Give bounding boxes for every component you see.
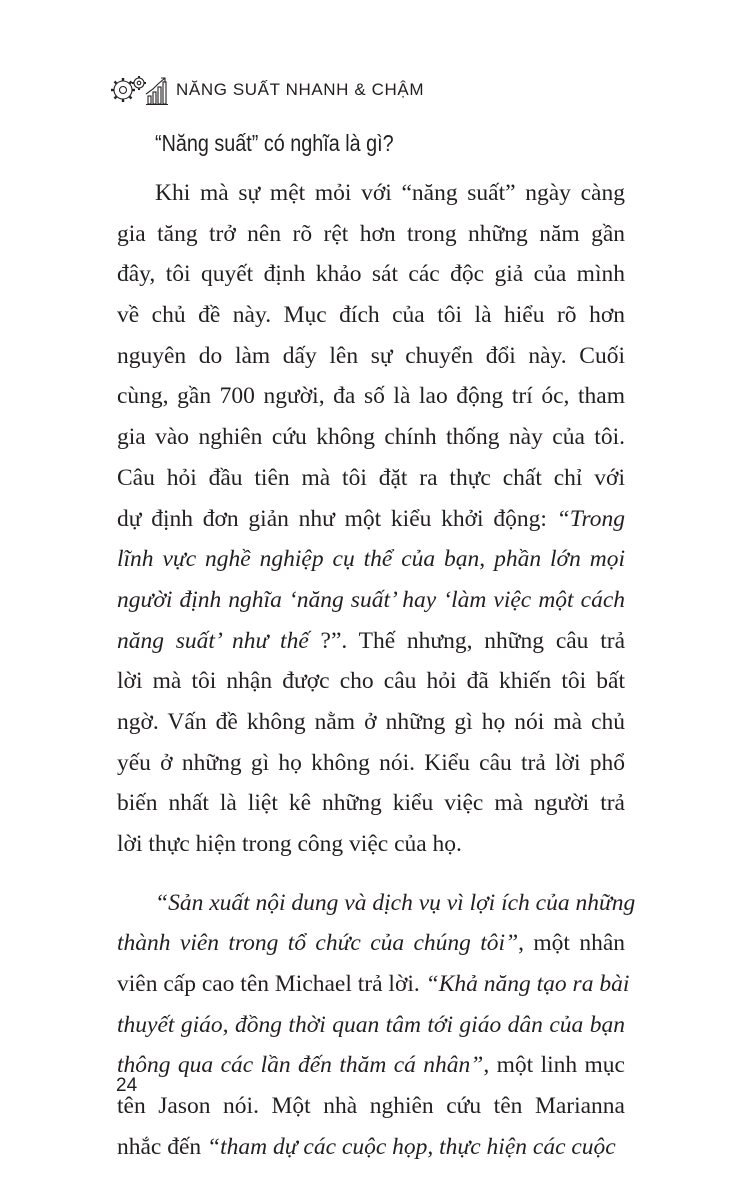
- text-segment: lời mà tôi nhận được cho câu hỏi đã khiến tôi bất: [117, 668, 625, 695]
- text-segment: gia vào nghiên cứu không chính thống này của tôi.: [117, 424, 625, 451]
- text-line: [117, 417, 625, 458]
- text-line: [117, 1086, 625, 1127]
- text-segment: nhắc đến: [117, 1133, 208, 1160]
- text-segment: , một nhân: [518, 930, 625, 957]
- gears-and-chart-icon: [108, 70, 168, 110]
- text-line: [117, 964, 630, 1005]
- text-line: [117, 783, 625, 824]
- text-segment: về chủ đề này. Mục đích của tôi là hiểu rõ hơn: [117, 302, 625, 329]
- text-segment: yếu ở những gì họ không nói. Kiểu câu trả lời phổ: [117, 749, 625, 776]
- text-segment: dự định đơn giản như một kiểu khởi động:: [117, 505, 557, 532]
- text-segment: nguyên do làm dấy lên sự chuyển đổi này. Cuối: [117, 342, 625, 369]
- text-segment: đây, tôi quyết định khảo sát các độc giả của mình: [117, 261, 625, 288]
- text-line: [117, 621, 625, 662]
- italic-text-segment: “tham dự các cuộc họp, thực hiện các cuộc: [207, 1133, 616, 1160]
- text-line: [117, 376, 625, 417]
- italic-text-segment: thành viên trong tổ chức của chúng tôi”: [117, 930, 519, 957]
- text-line: [117, 295, 625, 336]
- running-header-title: NĂNG SUẤT NHANH & CHẬM: [176, 80, 425, 99]
- running-header: [108, 70, 424, 110]
- text-line: [117, 539, 625, 580]
- text-line: [117, 883, 636, 924]
- text-segment: tên Jason nói. Một nhà nghiên cứu tên Marianna: [117, 1093, 625, 1120]
- text-line: [117, 458, 625, 499]
- italic-text-segment: năng suất’ như thế: [117, 627, 309, 654]
- text-segment: biến nhất là liệt kê những kiểu việc mà người trả: [117, 790, 625, 817]
- italic-text-segment: thuyết giáo, đồng thời quan tâm tới giáo dân của bạn: [117, 1011, 625, 1038]
- text-line: [117, 1005, 625, 1046]
- page-number: 24: [116, 1075, 138, 1096]
- text-line: [117, 173, 625, 214]
- italic-text-segment: “Khả năng tạo ra bài: [425, 971, 630, 998]
- text-line: [117, 214, 625, 255]
- text-segment: ?”. Thế nhưng, những câu trả: [308, 627, 625, 654]
- text-line: [117, 580, 625, 621]
- italic-text-segment: thông qua các lần đến thăm cá nhân”: [117, 1052, 484, 1079]
- text-line: [117, 1045, 625, 1086]
- section-heading: “Năng suất” có nghĩa là gì?: [155, 130, 394, 156]
- text-segment: ngờ. Vấn đề không nằm ở những gì họ nói mà chủ: [117, 708, 625, 735]
- text-line: [117, 1127, 625, 1168]
- text-line: [117, 661, 625, 702]
- text-line: [117, 824, 625, 865]
- text-segment: gia tăng trở nên rõ rệt hơn trong những năm gần: [117, 220, 625, 247]
- text-line: [117, 702, 625, 743]
- body-text: [117, 173, 636, 1168]
- text-line: [117, 336, 625, 377]
- text-segment: lời thực hiện trong công việc của họ.: [117, 831, 462, 857]
- italic-text-segment: lĩnh vực nghề nghiệp cụ thể của bạn, phần lớn mọi: [117, 546, 625, 573]
- text-segment: viên cấp cao tên Michael trả lời.: [117, 971, 426, 998]
- text-line: [117, 923, 625, 964]
- text-line: [117, 499, 625, 540]
- text-segment: , một linh mục: [483, 1052, 625, 1079]
- text-line: [117, 254, 625, 295]
- italic-text-segment: “Trong: [556, 505, 625, 532]
- text-segment: Khi mà sự mệt mỏi với “năng suất” ngày càng: [155, 180, 625, 206]
- paragraph-gap: [117, 865, 625, 883]
- text-segment: Câu hỏi đầu tiên mà tôi đặt ra thực chất chỉ với: [117, 464, 625, 491]
- italic-text-segment: người định nghĩa ‘năng suất’ hay ‘làm việc một cách: [117, 586, 625, 613]
- text-line: [117, 743, 625, 784]
- italic-text-segment: “Sản xuất nội dung và dịch vụ vì lợi ích của những: [155, 889, 636, 916]
- text-segment: cùng, gần 700 người, đa số là lao động trí óc, tham: [117, 383, 625, 410]
